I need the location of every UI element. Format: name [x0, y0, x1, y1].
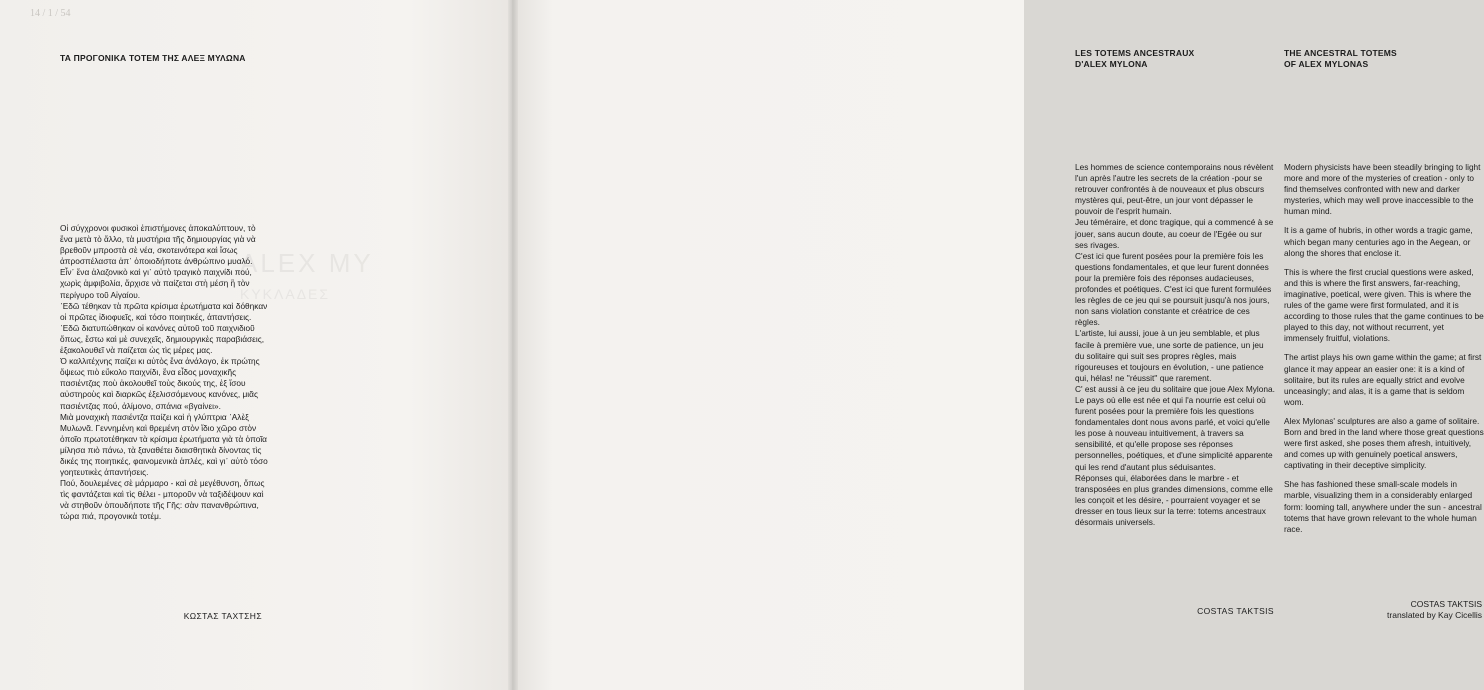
french-paragraph: Les hommes de science contemporains nous révèlent l'un après l'autre les secrets de la création -pour se retrouver confrontés à de nouveaux et plus obscurs mystères qui, peut-être, un jour vont dépasser le pouvoir de l'esprit humain.	[1075, 162, 1274, 217]
english-title-line: OF ALEX MYLONAS	[1284, 59, 1369, 69]
bleed-through-subheading: ΚΥΚΛΑΔΕΣ	[240, 286, 331, 302]
greek-paragraph: ᾽Εδῶ τέθηκαν τὰ πρῶτα κρίσιμα ἐρωτήματα καὶ δόθηκαν οἱ πρῶτες ἰδιοφυεῖς, καὶ τόσο ποιητικές, ἀπαντήσεις. ᾽Εδῶ διατυπώθηκαν οἱ κανόνες αὐτοῦ τοῦ παιχνιδιοῦ ὅπως, ἔστω καὶ μὲ συνεχεῖς, δημιουργικὲς παραβιάσεις, ἐξακολουθεῖ νὰ παίζεται ὡς τὶς μέρες μας.	[60, 300, 268, 356]
translator-credit: translated by Kay Cicellis	[1387, 610, 1482, 620]
greek-text-column	[60, 223, 270, 523]
english-title	[1284, 48, 1484, 70]
greek-paragraph: Οἱ σύγχρονοι φυσικοὶ ἐπιστήμονες ἀποκαλύπτουν, τὸ ἕνα μετὰ τὸ ἄλλο, τὰ μυστήρια τῆς δημιουργίας γιὰ νὰ βρεθοῦν μπροστὰ σὲ νέα, σκοτεινότερα καὶ ἴσως ἀπροσπέλαστα ἀπ᾽ ὁποιοδήποτε ἀνθρώπινο μυαλό.	[60, 223, 256, 267]
french-paragraph: Jeu téméraire, et donc tragique, qui a commencé à se jouer, sans aucun doute, au coeur de l'Egée ou sur ses rivages.	[1075, 217, 1274, 250]
greek-title: ΤΑ ΠΡΟΓΟΝΙΚΑ ΤΟΤΕΜ ΤΗΣ ΑΛΕΞ ΜΥΛΩΝΑ	[60, 53, 246, 63]
english-paragraph: She has fashioned these small-scale models in marble, visualizing them in a considerably enlarged form: looming tall, anywhere under the sun - ancestral totems that have grown relevant to the whole human race.	[1284, 479, 1482, 534]
english-paragraph: It is a game of hubris, in other words a tragic game, which began many centuries ago in the Aegean, or along the shores that enclose it.	[1284, 225, 1473, 258]
french-paragraph: L'artiste, lui aussi, joue à un jeu semblable, et plus facile à première vue, une sorte de patience, un jeu du solitaire qui suit ses propres règles, mais rigoureuses et toujours en évolution, - une patience qui, hélas! ne ''réussit'' que rarement.	[1075, 328, 1264, 383]
french-title	[1075, 48, 1255, 70]
right-page	[512, 0, 1484, 690]
french-paragraph: C' est aussi à ce jeu du solitaire que joue Alex Mylona. Le pays où elle est née et qui l'a nourrie est celui où furent posées pour la première fois les questions fondamentales dont nous avons parlé, et voici qu'elle les pose à nouveau intuitivement, à travers sa sensibilité, et qu'elle propose ses réponses personnelles, poétiques, et d'une simplicité apparente qui les rend d'autant plus séduisantes.	[1075, 383, 1275, 472]
english-paragraph: This is where the first crucial questions were asked, and this is where the first answers, far-reaching, imaginative, poetical, were given. This is where the rules of the game were first formulated, and it is according to those rules that the game continues to be played to this day, not without recurrent, yet immensely fruitful, violations.	[1284, 266, 1484, 344]
french-text-column	[1075, 162, 1275, 528]
english-signature: COSTAS TAKTSIS	[1410, 599, 1482, 609]
english-paragraph: The artist plays his own game within the game; at first glance it may appear an easier one: it is a kind of solitaire, but its rules are equally strict and evolve unceasingly; and alas, it is a game that is seldom wom.	[1284, 352, 1482, 407]
greek-paragraph: Πού, δουλεμένες σὲ μάρμαρο - καὶ σὲ μεγέθυνση, ὅπως τὶς φαντάζεται καὶ τὶς θέλει - μποροῦν νὰ ταξιδέψουν καὶ νὰ στηθοῦν ὁπουδήποτε τῆς Γῆς: σὰν πανανθρώπινα, τώρα πιά, προγονικὰ τοτέμ.	[60, 478, 265, 522]
english-paragraph: Alex Mylonas' sculptures are also a game of solitaire. Born and bred in the land where those great questions were first asked, she poses them afresh, intuitively, and comes up with genuinely poetical answers, captivating in their deceptive simplicity.	[1284, 415, 1484, 471]
french-title-line: LES TOTEMS ANCESTRAUX	[1075, 48, 1195, 58]
french-signature: COSTAS TAKTSIS	[1197, 606, 1274, 616]
english-text-column	[1284, 162, 1484, 543]
greek-paragraph: Ὁ καλλιτέχνης παίζει κι αὐτὸς ἕνα ἀνάλογο, ἐκ πρώτης ὄψεως πιὸ εὔκολο παιχνίδι, ἕνα εἶδος μοναχικῆς πασιέντζας ποὺ ἀκολουθεῖ τοὺς δικούς της, ἐξ ἴσου αὐστηροὺς καὶ διαρκῶς ἐξελισσόμενους κανόνες, μιᾶς πασιέντζας πού, ἀλίμονο, σπάνια «βγαίνει».	[60, 356, 260, 411]
greek-signature: ΚΩΣΤΑΣ ΤΑΧΤΣΗΣ	[183, 611, 262, 621]
bleed-through-heading: ALEX MY	[240, 248, 374, 278]
book-gutter	[508, 0, 518, 690]
pencil-annotation: 14 / 1 / 54	[30, 8, 71, 19]
french-paragraph: C'est ici que furent posées pour la première fois les questions fondamentales, et que leur furent données pour la première fois des réponses audacieuses, profondes et poétiques. C'est ici que furent formulées les règles de ce jeu qui se poursuit jusqu'à nos jours, non sans violation constante et créatrice de ces règles.	[1075, 250, 1272, 328]
french-paragraph: Réponses qui, élaborées dans le marbre - et transposées en plus grandes dimensions, comme elle les conçoit et les désire, - pourraient voyager et se dresser en tous lieux sur la terre: totems ancestraux désormais universels.	[1075, 472, 1273, 527]
english-title-line: THE ANCESTRAL TOTEMS	[1284, 48, 1397, 58]
english-paragraph: Modern physicists have been steadily bringing to light more and more of the mysteries of creation - only to find themselves confronted with new and darker mysteries, which may well prove inaccessible to the human mind.	[1284, 162, 1481, 217]
greek-paragraph: Μιὰ μοναχικὴ πασιέντζα παίζει καὶ ἡ γλύπτρια ᾽Αλὲξ Μυλωνᾶ. Γεννημένη καὶ θρεμένη στὸν ἴδιο χῶρο στὸν ὁποῖο πρωτοτέθηκαν τὰ κρίσιμα ἐρωτήματα γιὰ τὰ ὁποῖα μίλησα πιὸ πάνω, τὰ ξαναθέτει διαισθητικὰ δίνοντας τὶς δικές της ποιητικές, φαινομενικὰ ἁπλές, καὶ γι᾽ αὐτὸ τόσο γοητευτικὲς ἀπαντήσεις.	[60, 411, 268, 478]
english-signature-block	[1332, 599, 1482, 621]
greek-paragraph: Εἶν᾽ ἕνα ἀλαζονικὸ καὶ γι᾽ αὐτὸ τραγικὸ παιχνίδι πού, χωρὶς ἀμφιβολία, ἄρχισε νὰ παίζεται στὴ μέση ἢ τὸν περίγυρο τοῦ Αἰγαίου.	[60, 267, 252, 300]
left-page	[0, 0, 512, 690]
french-title-line: D'ALEX MYLONA	[1075, 59, 1148, 69]
